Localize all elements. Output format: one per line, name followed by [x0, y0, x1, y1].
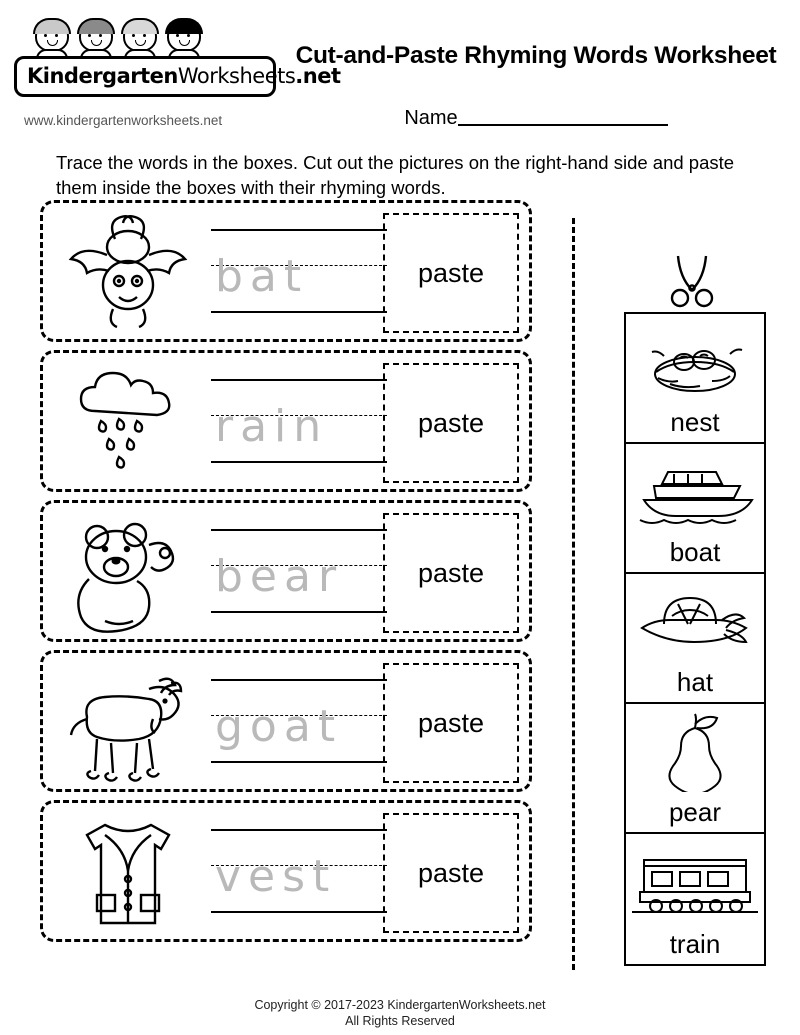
name-field-row [286, 104, 786, 130]
rights-text: All Rights Reserved [345, 1014, 455, 1028]
goat-icon [53, 659, 203, 787]
trace-top-line [211, 529, 387, 531]
cut-line [572, 218, 575, 970]
pear-icon [626, 710, 764, 792]
card-label: hat [676, 667, 714, 697]
train-icon [626, 840, 764, 922]
page-header [0, 0, 800, 140]
scissors-icon [656, 252, 728, 308]
trace-word: goat [215, 701, 343, 752]
paste-box[interactable]: paste [383, 813, 519, 933]
hat-icon [626, 580, 764, 662]
list-item[interactable] [626, 834, 764, 964]
list-item[interactable] [626, 314, 764, 444]
nest-icon [626, 320, 764, 402]
table-row[interactable] [40, 650, 532, 792]
name-input-line[interactable] [458, 104, 668, 126]
table-row[interactable] [40, 800, 532, 942]
paste-box[interactable]: paste [383, 663, 519, 783]
paste-box[interactable]: paste [383, 363, 519, 483]
card-label: boat [669, 537, 721, 567]
trace-word: rain [215, 401, 329, 452]
logo-text-kindergarten: Kindergarten [27, 64, 178, 88]
trace-top-line [211, 229, 387, 231]
trace-area[interactable] [211, 521, 387, 627]
site-url: www.kindergartenworksheets.net [24, 113, 223, 128]
list-item[interactable] [626, 444, 764, 574]
bat-icon [53, 209, 203, 337]
rhyming-rows [40, 200, 532, 950]
card-label: train [669, 929, 721, 959]
boat-icon [626, 450, 764, 532]
worksheet-body [0, 200, 800, 990]
name-label: Name [404, 107, 458, 129]
trace-base-line [211, 611, 387, 613]
trace-base-line [211, 461, 387, 463]
page-footer [0, 997, 800, 1029]
list-item[interactable] [626, 704, 764, 834]
cut-out-cards [624, 312, 766, 966]
site-logo [14, 18, 341, 97]
trace-base-line [211, 311, 387, 313]
trace-base-line [211, 761, 387, 763]
instructions-text: Trace the words in the boxes. Cut out the pictures on the right-hand side and paste them inside the boxes with their rhyming words. [56, 152, 735, 198]
trace-base-line [211, 911, 387, 913]
logo-text-tld: .net [295, 64, 341, 88]
trace-word: bear [215, 551, 344, 602]
rain-cloud-icon [53, 359, 203, 487]
paste-box[interactable]: paste [383, 513, 519, 633]
trace-word: vest [215, 851, 337, 902]
logo-wordmark [14, 56, 341, 97]
paste-box[interactable]: paste [383, 213, 519, 333]
card-label: pear [668, 797, 722, 827]
card-label: nest [670, 407, 720, 437]
trace-top-line [211, 679, 387, 681]
list-item[interactable] [626, 574, 764, 704]
bear-icon [53, 509, 203, 637]
logo-text-worksheets: Worksheets [177, 64, 296, 88]
trace-area[interactable] [211, 221, 387, 327]
trace-area[interactable] [211, 671, 387, 777]
trace-area[interactable] [211, 371, 387, 477]
trace-area[interactable] [211, 821, 387, 927]
vest-icon [53, 809, 203, 937]
trace-top-line [211, 379, 387, 381]
trace-top-line [211, 829, 387, 831]
page-title: Cut-and-Paste Rhyming Words Worksheet [295, 42, 777, 69]
copyright-text: Copyright © 2017-2023 KindergartenWorksheets.net [254, 998, 546, 1012]
trace-word: bat [215, 251, 309, 302]
table-row[interactable] [40, 500, 532, 642]
table-row[interactable] [40, 350, 532, 492]
table-row[interactable] [40, 200, 532, 342]
